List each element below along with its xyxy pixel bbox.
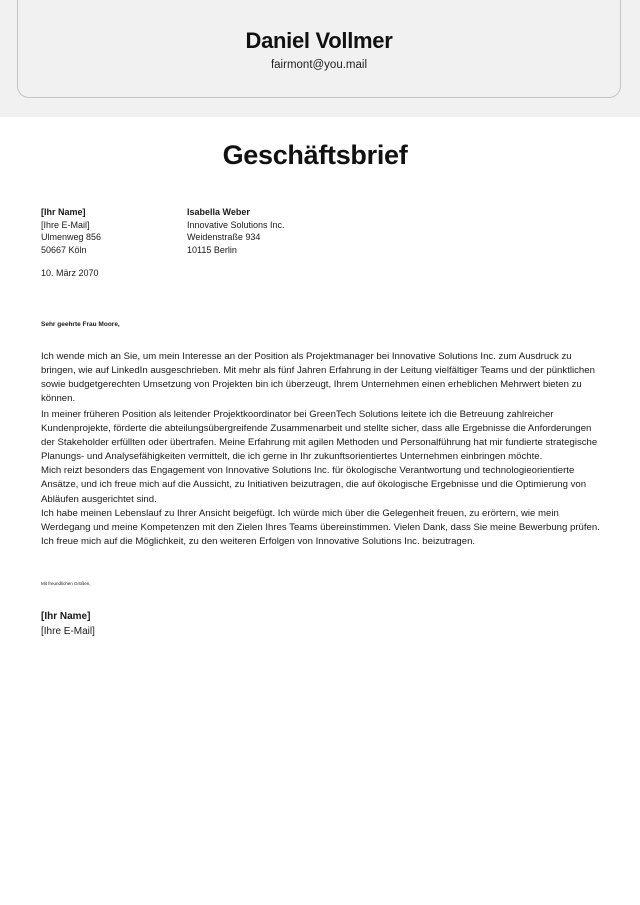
recipient-city: 10115 Berlin	[187, 244, 237, 255]
sender-city: 50667 Köln	[41, 244, 87, 255]
header-card	[17, 0, 621, 98]
body-paragraph-2: In meiner früheren Position als leitender Projektkoordinator bei GreenTech Solutions leitete ich die Betreuung zahlreicher Kundenprojekte, förderte die abteilungsübergreifende Zusammenarbeit und stellte sicher, dass alle Ergebnisse die Anforderungen der Stakeholder erfüllten oder übertrafen. Meine Erfahrung mit agilen Methoden und Personalführung hat mir fundierte strategische Planungs- und Analysefähigkeiten vermittelt, die ich gerne in Ihr zukunftsorientiertes Unternehmen einbringen möchte.	[41, 409, 598, 463]
header-band	[0, 0, 640, 117]
sender-email: [Ihre E-Mail]	[41, 219, 90, 230]
body-paragraph-3: Mich reizt besonders das Engagement von Innovative Solutions Inc. für ökologische Verantwortung und technologieorientierte Ansätze, und ich freue mich auf die Aussicht, zu Initiativen beizutragen, die auf ökologische Ergebnisse und die Optimierung von Abläufen ausgerichtet sind.	[41, 465, 587, 505]
body-paragraph-group	[41, 408, 601, 549]
recipient-street: Weidenstraße 934	[187, 232, 261, 242]
sender-address	[41, 206, 101, 256]
salutation: Sehr geehrte Frau Moore,	[41, 321, 120, 328]
recipient-company: Innovative Solutions Inc.	[187, 219, 285, 230]
signature-email: [Ihre E-Mail]	[41, 626, 95, 637]
sender-street: Ulmenweg 856	[41, 232, 102, 242]
recipient-address	[187, 206, 285, 256]
signature-name: [Ihr Name]	[41, 611, 91, 622]
author-email: fairmont@you.mail	[270, 59, 368, 71]
document-title: Geschäftsbrief	[222, 140, 408, 170]
letter-date: 10. März 2070	[41, 268, 99, 278]
body-paragraph-1: Ich wende mich an Sie, um mein Interesse an der Position als Projektmanager bei Innovative Solutions Inc. zum Ausdruck zu bringen, wie auf LinkedIn ausgeschrieben. Mit mehr als fünf Jahren Erfahrung in der Leitung vielfältiger Teams und der pünktlichen sowie budgetgerechten Umsetzung von Projekten bin ich überzeugt, Ihrem Unternehmen einen erheblichen Mehrwert bieten zu können.	[41, 351, 595, 405]
author-name: Daniel Vollmer	[245, 28, 393, 53]
recipient-name: Isabella Weber	[187, 207, 250, 217]
sender-name: [Ihr Name]	[41, 207, 86, 217]
closing: Mit freundlichen Grüßen,	[41, 581, 91, 586]
body-paragraph-4: Ich habe meinen Lebenslauf zu Ihrer Ansicht beigefügt. Ich würde mich über die Gelegenheit freuen, zu erörtern, wie mein Werdegang und meine Kompetenzen mit den Zielen Ihres Teams übereinstimmen. Vielen Dank, dass Sie meine Bewerbung prüfen. Ich freue mich auf die Möglichkeit, zu den weiteren Erfolgen von Innovative Solutions Inc. beizutragen.	[41, 507, 600, 547]
